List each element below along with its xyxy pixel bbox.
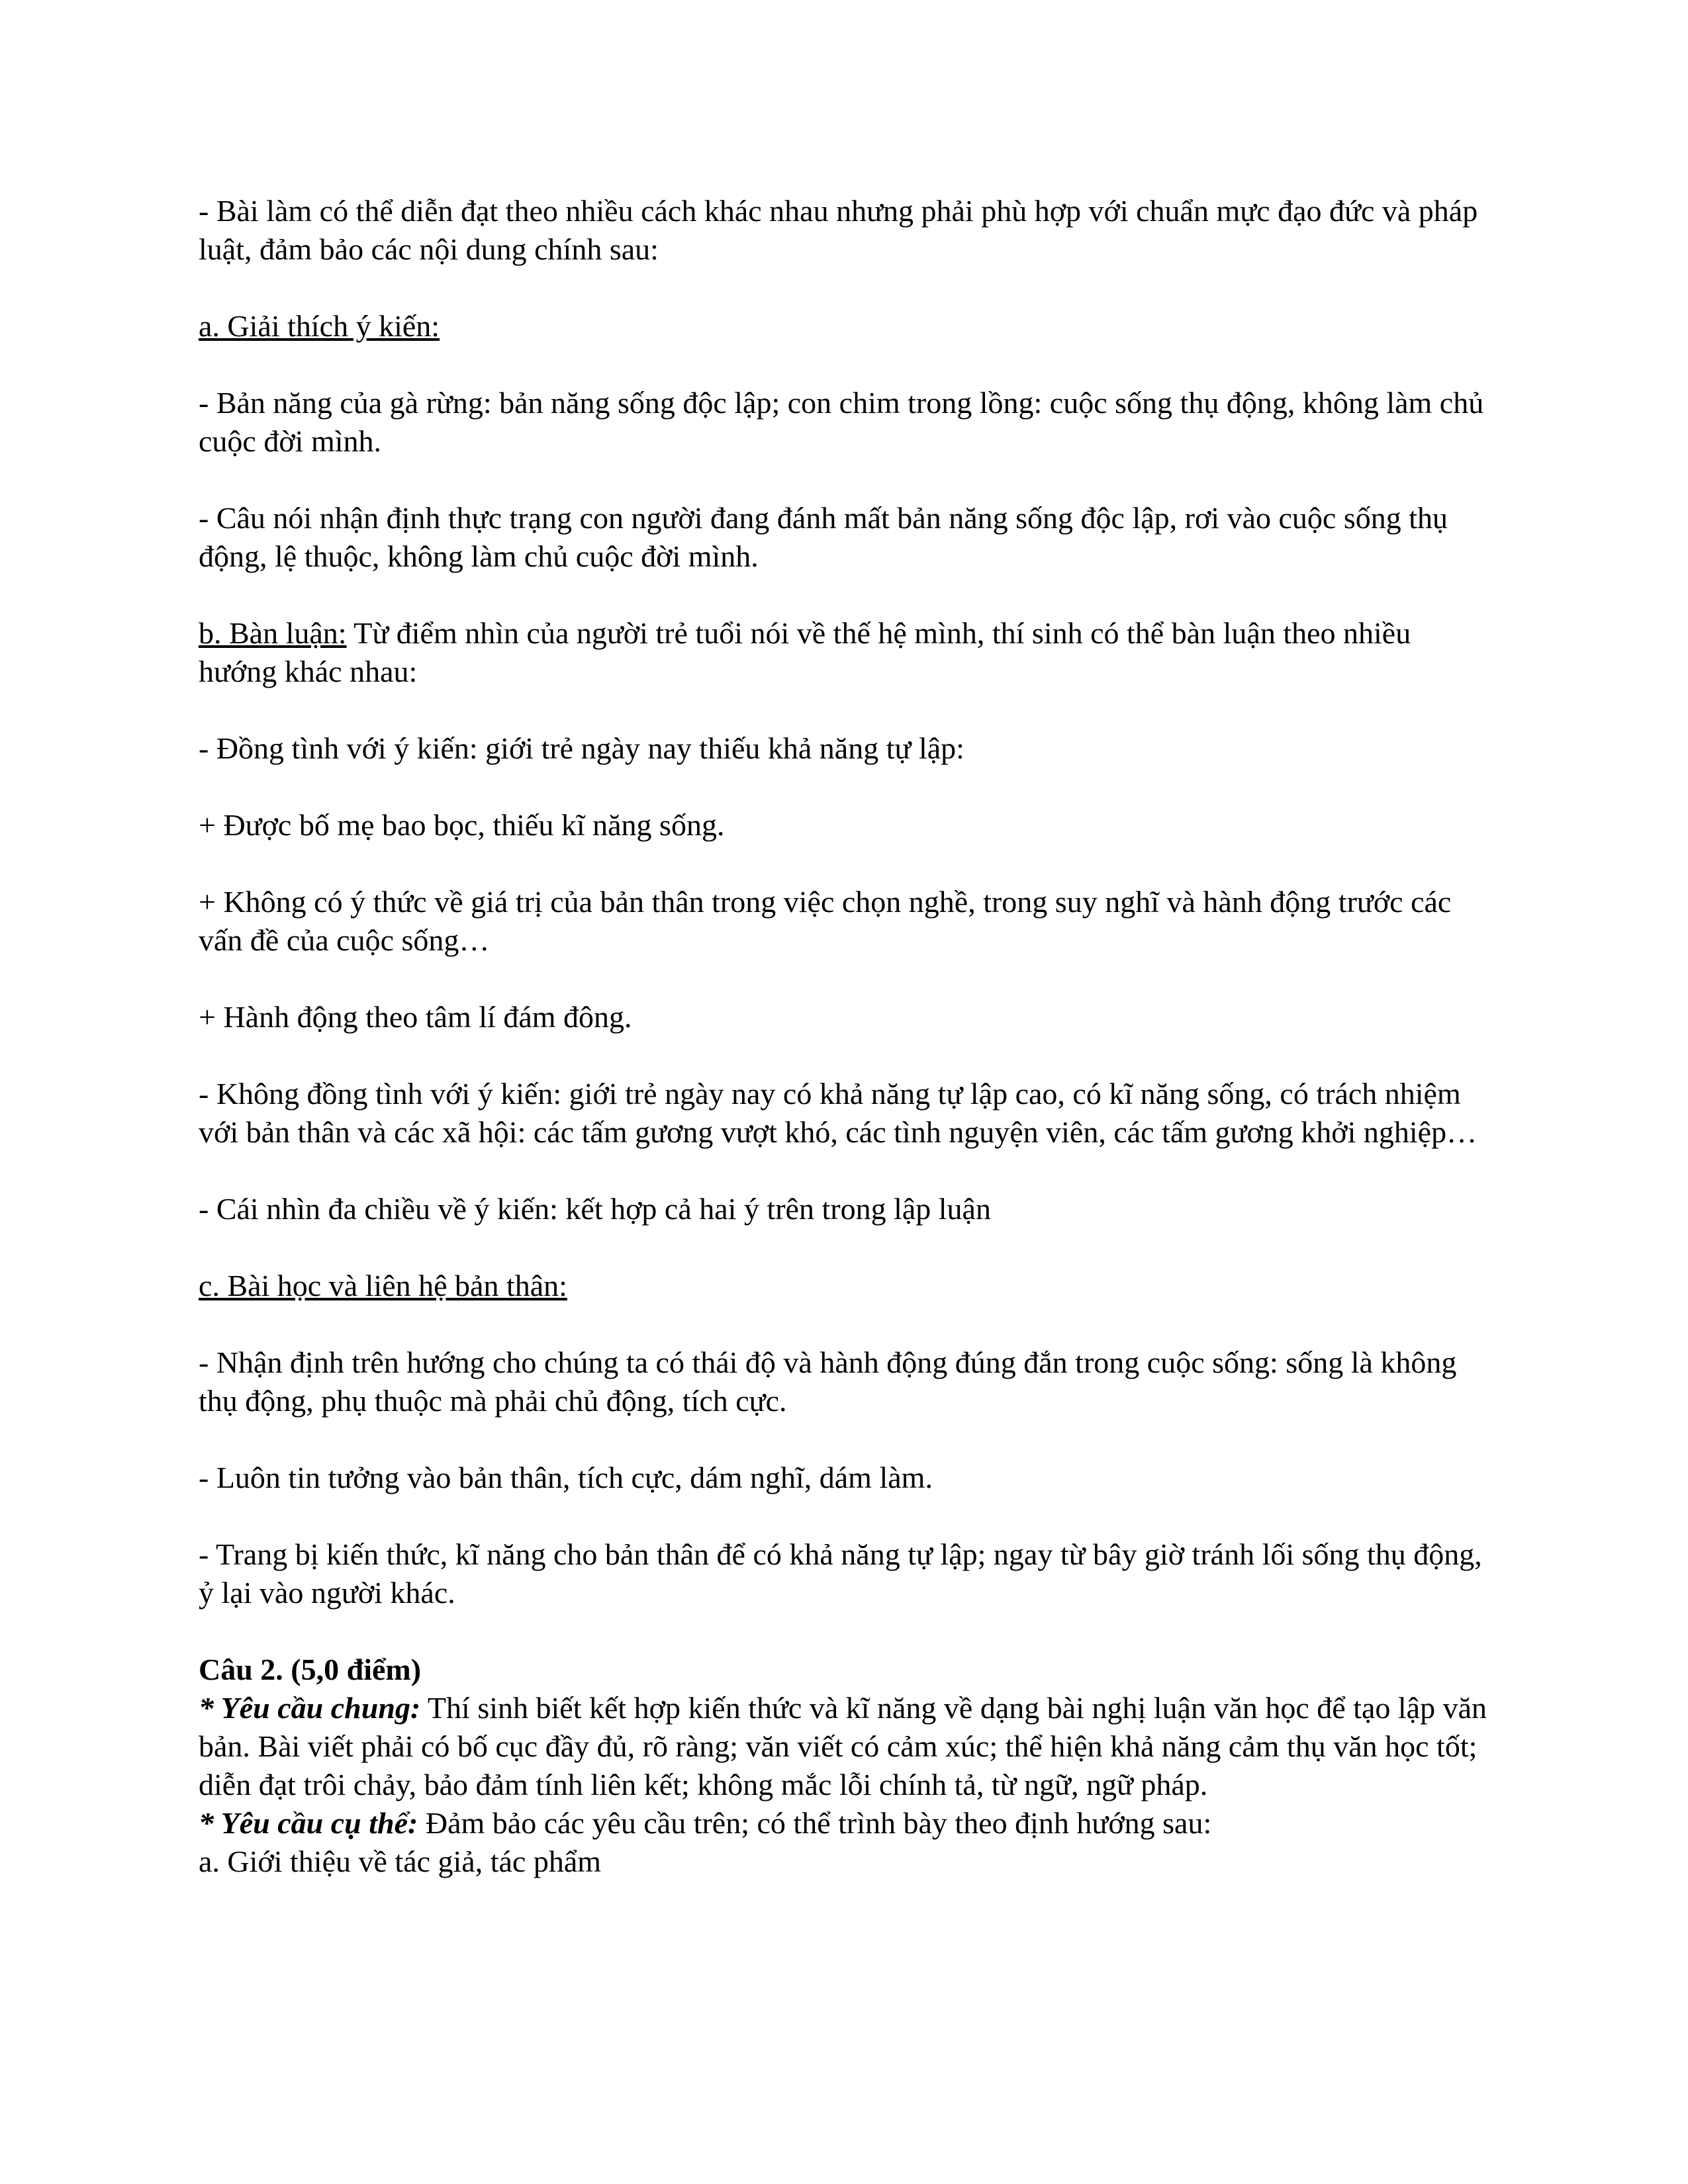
section-c-paragraph-2: - Luôn tin tưởng vào bản thân, tích cực, dám nghĩ, dám làm. <box>199 1461 933 1494</box>
section-c-heading-text: c. Bài học và liên hệ bản thân: <box>199 1269 567 1302</box>
cau2-general-requirement <box>199 1689 1496 1804</box>
section-a-heading-text: a. Giải thích ý kiến: <box>199 309 440 343</box>
section-b-lead-paragraph <box>199 614 1496 691</box>
cau2-item-a: a. Giới thiệu về tác giả, tác phẩm <box>199 1844 602 1878</box>
section-c-paragraph-1: - Nhận định trên hướng cho chúng ta có thái độ và hành động đúng đắn trong cuộc sống: sống là không thụ động, phụ thuộc mà phải chủ động, tích cực. <box>199 1345 1457 1418</box>
cau2-title-text: Câu 2. (5,0 điểm) <box>199 1653 422 1686</box>
intro-paragraph: - Bài làm có thể diễn đạt theo nhiều cách khác nhau nhưng phải phù hợp với chuẩn mực đạo đức và pháp luật, đảm bảo các nội dung chính sau: <box>199 194 1478 266</box>
section-b-paragraph-3: + Không có ý thức về giá trị của bản thân trong việc chọn nghề, trong suy nghĩ và hành động trước các vấn đề của cuộc sống… <box>199 885 1452 957</box>
cau2-specific-text: Đảm bảo các yêu cầu trên; có thể trình bày theo định hướng sau: <box>418 1806 1212 1840</box>
section-b-paragraph-2: + Được bố mẹ bao bọc, thiếu kĩ năng sống. <box>199 808 725 842</box>
section-b-heading: b. Bàn luận: <box>199 616 347 650</box>
cau2-title <box>199 1651 1496 1689</box>
cau2-specific-requirement <box>199 1804 1496 1843</box>
cau2-specific-label: * Yêu cầu cụ thể: <box>199 1806 418 1840</box>
section-a-paragraph-1: - Bản năng của gà rừng: bản năng sống độc lập; con chim trong lồng: cuộc sống thụ động, không làm chủ cuộc đời mình. <box>199 386 1484 458</box>
section-c-paragraph-3: - Trang bị kiến thức, kĩ năng cho bản thân để có khả năng tự lập; ngay từ bây giờ tránh lối sống thụ động, ỷ lại vào người khác. <box>199 1537 1482 1610</box>
document-page <box>199 192 1496 1881</box>
section-b-paragraph-1: - Đồng tình với ý kiến: giới trẻ ngày nay thiếu khả năng tự lập: <box>199 731 964 765</box>
section-b-paragraph-6: - Cái nhìn đa chiều về ý kiến: kết hợp cả hai ý trên trong lập luận <box>199 1192 991 1226</box>
section-b-paragraph-4: + Hành động theo tâm lí đám đông. <box>199 1000 632 1034</box>
cau2-general-text: Thí sinh biết kết hợp kiến thức và kĩ năng về dạng bài nghị luận văn học để tạo lập văn bản. Bài viết phải có bố cục đầy đủ, rõ ràng; văn viết có cảm xúc; thể hiện khả năng cảm thụ văn học tốt; diễn đạt trôi chảy, bảo đảm tính liên kết; không mắc lỗi chính tả, từ ngữ, ngữ pháp. <box>199 1691 1487 1801</box>
section-b-paragraph-5: - Không đồng tình với ý kiến: giới trẻ ngày nay có khả năng tự lập cao, có kĩ năng sống, có trách nhiệm với bản thân và các xã hội: các tấm gương vượt khó, các tình nguyện viên, các tấm gương khởi nghiệp… <box>199 1077 1477 1149</box>
section-c-heading <box>199 1267 1496 1305</box>
section-a-heading <box>199 307 1496 345</box>
section-b-lead-text: Từ điểm nhìn của người trẻ tuổi nói về thế hệ mình, thí sinh có thể bàn luận theo nhiều hướng khác nhau: <box>199 616 1411 688</box>
section-a-paragraph-2: - Câu nói nhận định thực trạng con người đang đánh mất bản năng sống độc lập, rơi vào cuộc sống thụ động, lệ thuộc, không làm chủ cuộc đời mình. <box>199 501 1448 573</box>
cau2-general-label: * Yêu cầu chung: <box>199 1691 421 1725</box>
